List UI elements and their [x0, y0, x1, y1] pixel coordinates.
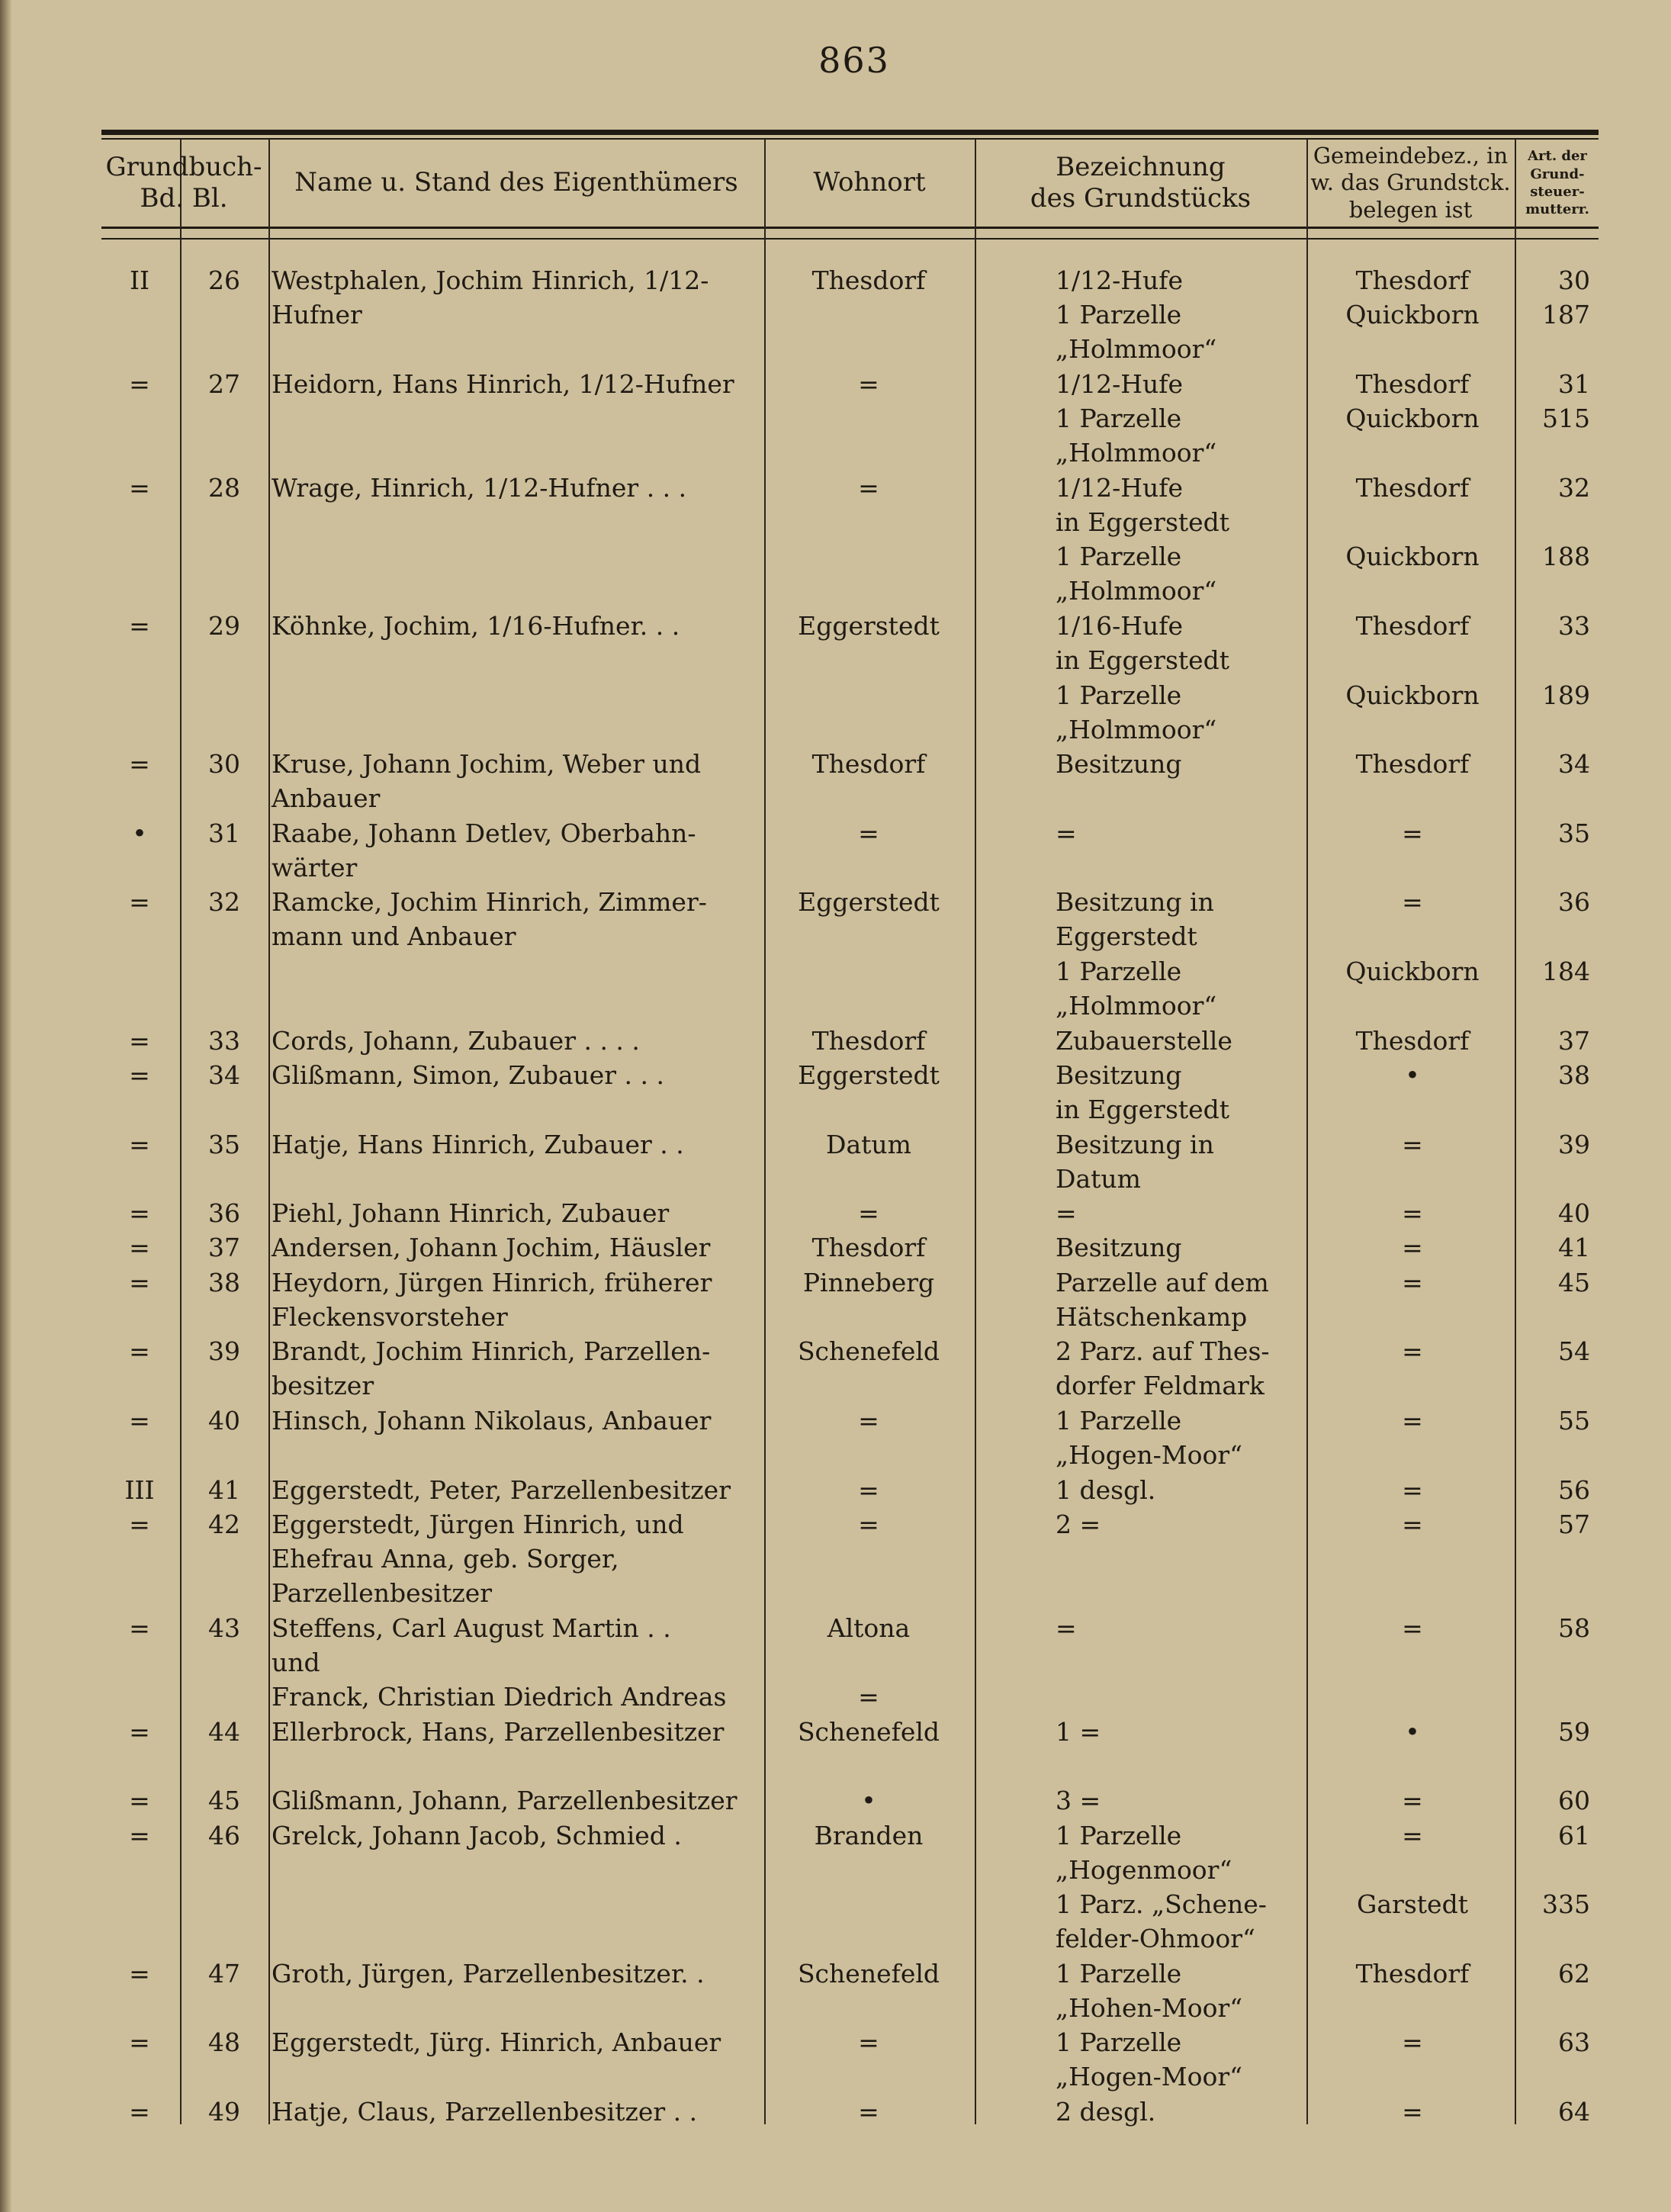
header-grundbuch: Grundbuch- Bd. Bl.	[105, 151, 262, 214]
parcel-bezeichnung: 1 Parzelle „Hogen-Moor“	[1056, 1405, 1242, 1470]
parcel-artikel: 335	[1542, 1889, 1590, 1920]
parcel-bezeichnung: 3 =	[1056, 1786, 1101, 1816]
header-bottom-rule	[101, 227, 1599, 229]
parcel-bezeichnung: 1 Parz. „Schene- felder-Ohmoor“	[1056, 1889, 1267, 1954]
parcel-artikel: 30	[1558, 265, 1590, 295]
parcel-artikel: 36	[1558, 887, 1590, 918]
header-bezeichnung: Bezeichnung des Grundstücks	[1030, 151, 1252, 214]
header-wohnort: Wohnort	[813, 167, 926, 198]
row-wohnort: =	[858, 1198, 879, 1229]
row-owner-name: Wrage, Hinrich, 1/12-Hufner . . .	[272, 472, 687, 503]
row-blatt: 27	[208, 368, 240, 399]
parcel-artikel: 34	[1558, 749, 1590, 780]
row-blatt: 45	[208, 1786, 240, 1816]
parcel-gemeinde: Quickborn	[1345, 542, 1480, 572]
parcel-bezeichnung: 1 Parzelle „Hogen-Moor“	[1056, 2027, 1242, 2092]
parcel-gemeinde: Thesdorf	[1355, 1958, 1470, 1989]
row-owner-name: Hatje, Hans Hinrich, Zubauer . .	[272, 1129, 684, 1159]
header-art: Art. der Grund- steuer- mutterr.	[1525, 148, 1589, 218]
row-owner-name: Raabe, Johann Detlev, Oberbahn- wärter	[272, 818, 696, 883]
parcel-bezeichnung: 2 desgl.	[1056, 2096, 1156, 2127]
row-owner-name: Cords, Johann, Zubauer . . . .	[272, 1025, 640, 1056]
parcel-bezeichnung: 2 Parz. auf Thes- dorfer Feldmark	[1056, 1336, 1270, 1401]
parcel-gemeinde: Garstedt	[1357, 1889, 1468, 1920]
parcel-gemeinde: =	[1402, 1129, 1423, 1159]
parcel-artikel: 56	[1558, 1474, 1590, 1505]
header-gemeinde: Gemeindebez., in w. das Grundstck. belegen ist	[1310, 142, 1511, 223]
parcel-artikel: 60	[1558, 1786, 1590, 1816]
row-owner-name: Ellerbrock, Hans, Parzellenbesitzer	[272, 1716, 725, 1747]
row-blatt: 29	[208, 611, 240, 641]
row-blatt: 48	[208, 2027, 240, 2058]
row-owner-name: Eggerstedt, Jürgen Hinrich, und Ehefrau Anna, geb. Sorger, Parzellenbesitzer	[272, 1509, 684, 1608]
row-wohnort: •	[861, 1786, 876, 1816]
parcel-bezeichnung: Besitzung in Eggerstedt	[1056, 1059, 1230, 1124]
row-band: =	[129, 2027, 150, 2058]
row-blatt: 39	[208, 1336, 240, 1367]
parcel-artikel: 39	[1558, 1129, 1590, 1159]
parcel-gemeinde: Quickborn	[1345, 300, 1480, 330]
parcel-gemeinde: =	[1402, 818, 1423, 848]
row-wohnort: Thesdorf	[811, 265, 926, 295]
row-wohnort: =	[858, 1474, 879, 1505]
row-band: =	[129, 1405, 150, 1436]
parcel-bezeichnung: 1 desgl.	[1056, 1474, 1156, 1505]
parcel-artikel: 54	[1558, 1336, 1590, 1367]
row-blatt: 36	[208, 1198, 240, 1229]
header-rule-thin	[101, 138, 1599, 140]
row-owner-name: Köhnke, Jochim, 1/16-Hufner. . .	[272, 611, 680, 641]
row-owner-name: Heydorn, Jürgen Hinrich, früherer Fleckensvorsteher	[272, 1267, 712, 1332]
row-owner-name: Piehl, Johann Hinrich, Zubauer	[272, 1198, 670, 1229]
parcel-artikel: 31	[1558, 368, 1590, 399]
row-wohnort: Schenefeld	[797, 1958, 940, 1989]
row-owner-name: Hatje, Claus, Parzellenbesitzer . .	[272, 2096, 698, 2127]
row-band: =	[129, 2096, 150, 2127]
parcel-gemeinde: Thesdorf	[1355, 611, 1470, 641]
page-edge-shadow	[0, 0, 12, 2212]
row-blatt: 31	[208, 818, 240, 848]
header-rule-thick	[101, 130, 1599, 135]
column-divider	[180, 140, 182, 2124]
row-blatt: 40	[208, 1405, 240, 1436]
row-band: =	[129, 1129, 150, 1159]
parcel-gemeinde: =	[1402, 1786, 1423, 1816]
parcel-gemeinde: =	[1402, 1405, 1423, 1436]
parcel-gemeinde: Thesdorf	[1355, 1025, 1470, 1056]
parcel-bezeichnung: 1 Parzelle „Holmmoor“	[1056, 680, 1217, 744]
row-wohnort: Branden	[814, 1820, 924, 1850]
parcel-bezeichnung: 2 =	[1056, 1509, 1101, 1539]
parcel-bezeichnung: Parzelle auf dem Hätschenkamp	[1056, 1267, 1269, 1332]
parcel-bezeichnung: 1 Parzelle „Holmmoor“	[1056, 300, 1217, 365]
parcel-bezeichnung: 1/16-Hufe in Eggerstedt	[1056, 611, 1230, 675]
parcel-bezeichnung: 1 Parzelle „Holmmoor“	[1056, 542, 1217, 606]
parcel-artikel: 55	[1558, 1405, 1590, 1436]
row-owner-name: Groth, Jürgen, Parzellenbesitzer. .	[272, 1958, 705, 1989]
row-blatt: 44	[208, 1716, 240, 1747]
row-band: =	[129, 368, 150, 399]
parcel-gemeinde: =	[1402, 1198, 1423, 1229]
header-name: Name u. Stand des Eigenthümers	[294, 167, 738, 198]
parcel-bezeichnung: 1 =	[1056, 1716, 1101, 1747]
parcel-artikel: 189	[1542, 680, 1590, 710]
parcel-gemeinde: Thesdorf	[1355, 472, 1470, 503]
row-wohnort: =	[858, 472, 879, 503]
row-wohnort: =	[858, 1509, 879, 1539]
parcel-artikel: 58	[1558, 1612, 1590, 1643]
parcel-artikel: 64	[1558, 2096, 1590, 2127]
row-wohnort: Eggerstedt	[798, 611, 940, 641]
row-band: =	[129, 1509, 150, 1539]
parcel-artikel: 187	[1542, 300, 1590, 330]
parcel-bezeichnung: 1 Parzelle „Holmmoor“	[1056, 956, 1217, 1021]
parcel-bezeichnung: Zubauerstelle	[1056, 1025, 1232, 1056]
parcel-artikel: 32	[1558, 472, 1590, 503]
row-band: =	[129, 887, 150, 918]
row-wohnort: =	[858, 2096, 879, 2127]
parcel-gemeinde: =	[1402, 1612, 1423, 1643]
row-wohnort: =	[858, 818, 879, 848]
parcel-gemeinde: Quickborn	[1345, 956, 1480, 986]
row-owner-name: Grelck, Johann Jacob, Schmied .	[272, 1820, 682, 1850]
row-wohnort: Schenefeld	[797, 1716, 940, 1747]
row-owner-name: Steffens, Carl August Martin . . und Franck, Christian Diedrich Andreas	[272, 1612, 727, 1712]
parcel-bezeichnung: 1 Parzelle „Hohen-Moor“	[1056, 1958, 1243, 2023]
parcel-bezeichnung: Besitzung	[1056, 749, 1182, 780]
parcel-gemeinde: =	[1402, 1267, 1423, 1297]
parcel-bezeichnung: Besitzung in Datum	[1056, 1129, 1214, 1194]
row-band: =	[129, 1025, 150, 1056]
parcel-artikel: 61	[1558, 1820, 1590, 1850]
parcel-artikel: 41	[1558, 1233, 1590, 1263]
row-blatt: 42	[208, 1509, 240, 1539]
row-blatt: 30	[208, 749, 240, 780]
row-band: =	[129, 1336, 150, 1367]
row-owner-name: Brandt, Jochim Hinrich, Parzellen- besitzer	[272, 1336, 711, 1401]
row-wohnort: Thesdorf	[811, 1025, 926, 1056]
parcel-artikel: 62	[1558, 1958, 1590, 1989]
parcel-gemeinde: =	[1402, 1820, 1423, 1850]
parcel-gemeinde: =	[1402, 1509, 1423, 1539]
parcel-artikel: 33	[1558, 611, 1590, 641]
parcel-bezeichnung: 1 Parzelle „Hogenmoor“	[1056, 1820, 1232, 1885]
row-owner-name: Heidorn, Hans Hinrich, 1/12-Hufner	[272, 368, 734, 399]
row-blatt: 33	[208, 1025, 240, 1056]
row-blatt: 37	[208, 1233, 240, 1263]
row-band: •	[132, 818, 147, 848]
row-band: =	[129, 1267, 150, 1297]
row-blatt: 34	[208, 1059, 240, 1090]
row-owner-name: Glißmann, Johann, Parzellenbesitzer	[272, 1786, 737, 1816]
parcel-gemeinde: =	[1402, 887, 1423, 918]
parcel-artikel: 35	[1558, 818, 1590, 848]
parcel-artikel: 37	[1558, 1025, 1590, 1056]
row-band: =	[129, 1820, 150, 1850]
row-band: =	[129, 611, 150, 641]
row-band: =	[129, 472, 150, 503]
row-band: =	[129, 1786, 150, 1816]
row-blatt: 49	[208, 2096, 240, 2127]
parcel-artikel: 45	[1558, 1267, 1590, 1297]
row-blatt: 43	[208, 1612, 240, 1643]
row-band: II	[129, 265, 150, 295]
row-blatt: 26	[208, 265, 240, 295]
parcel-gemeinde: =	[1402, 1233, 1423, 1263]
parcel-bezeichnung: 1 Parzelle „Holmmoor“	[1056, 403, 1217, 468]
row-owner-name: Ramcke, Jochim Hinrich, Zimmer- mann und Anbauer	[272, 887, 707, 952]
parcel-artikel: 38	[1558, 1059, 1590, 1090]
parcel-gemeinde: Quickborn	[1345, 403, 1480, 434]
row-band: =	[129, 749, 150, 780]
parcel-gemeinde: Thesdorf	[1355, 749, 1470, 780]
row-wohnort: Eggerstedt	[798, 887, 940, 918]
row-band: =	[129, 1958, 150, 1989]
parcel-artikel: 188	[1542, 542, 1590, 572]
parcel-gemeinde: Thesdorf	[1355, 368, 1470, 399]
row-band: III	[124, 1474, 155, 1505]
body-top-rule	[101, 238, 1599, 240]
row-wohnort: Schenefeld	[797, 1336, 940, 1367]
row-wohnort: Thesdorf	[811, 749, 926, 780]
row-wohnort: =	[858, 1405, 879, 1436]
row-wohnort: Thesdorf	[811, 1233, 926, 1263]
parcel-bezeichnung: 1/12-Hufe	[1056, 368, 1184, 399]
column-divider	[1515, 140, 1516, 2124]
parcel-artikel: 57	[1558, 1509, 1590, 1539]
parcel-artikel: 63	[1558, 2027, 1590, 2058]
parcel-gemeinde: •	[1405, 1716, 1420, 1747]
parcel-gemeinde: Quickborn	[1345, 680, 1480, 710]
row-owner-name: Eggerstedt, Jürg. Hinrich, Anbauer	[272, 2027, 721, 2058]
parcel-bezeichnung: Besitzung in Eggerstedt	[1056, 887, 1214, 952]
parcel-bezeichnung: =	[1056, 1198, 1077, 1229]
parcel-gemeinde: =	[1402, 1336, 1423, 1367]
parcel-bezeichnung: =	[1056, 818, 1077, 848]
row-wohnort: =	[858, 368, 879, 399]
parcel-artikel: 184	[1542, 956, 1590, 986]
row-blatt: 28	[208, 472, 240, 503]
row-blatt: 46	[208, 1820, 240, 1850]
parcel-bezeichnung: 1/12-Hufe in Eggerstedt	[1056, 472, 1230, 537]
row-blatt: 32	[208, 887, 240, 918]
parcel-gemeinde: =	[1402, 2096, 1423, 2127]
row-owner-name: Eggerstedt, Peter, Parzellenbesitzer	[272, 1474, 731, 1505]
row-blatt: 38	[208, 1267, 240, 1297]
row-wohnort: Pinneberg	[802, 1267, 935, 1297]
row-band: =	[129, 1059, 150, 1090]
row-blatt: 41	[208, 1474, 240, 1505]
parcel-bezeichnung: =	[1056, 1612, 1077, 1643]
parcel-gemeinde: Thesdorf	[1355, 265, 1470, 295]
row-wohnort: Eggerstedt	[798, 1059, 940, 1090]
parcel-artikel: 40	[1558, 1198, 1590, 1229]
parcel-bezeichnung: 1/12-Hufe	[1056, 265, 1184, 295]
row-owner-name: Hinsch, Johann Nikolaus, Anbauer	[272, 1405, 712, 1436]
row-wohnort: =	[858, 2027, 879, 2058]
column-divider	[975, 140, 976, 2124]
row-owner-name: Glißmann, Simon, Zubauer . . .	[272, 1059, 664, 1090]
column-divider	[268, 140, 270, 2124]
row-blatt: 35	[208, 1129, 240, 1159]
row-band: =	[129, 1612, 150, 1643]
row-owner-name: Andersen, Johann Jochim, Häusler	[272, 1233, 711, 1263]
row-owner-name: Kruse, Johann Jochim, Weber und Anbauer	[272, 749, 702, 814]
parcel-bezeichnung: Besitzung	[1056, 1233, 1182, 1263]
row-band: =	[129, 1716, 150, 1747]
row-blatt: 47	[208, 1958, 240, 1989]
parcel-artikel: 59	[1558, 1716, 1590, 1747]
parcel-artikel: 515	[1542, 403, 1590, 434]
parcel-gemeinde: =	[1402, 1474, 1423, 1505]
parcel-gemeinde: =	[1402, 2027, 1423, 2058]
parcel-gemeinde: •	[1405, 1059, 1420, 1090]
row-wohnort: Datum	[826, 1129, 911, 1159]
row-band: =	[129, 1233, 150, 1263]
page-number: 863	[818, 40, 890, 81]
row-wohnort: Altona =	[827, 1612, 911, 1712]
row-band: =	[129, 1198, 150, 1229]
row-owner-name: Westphalen, Jochim Hinrich, 1/12- Hufner	[272, 265, 709, 330]
